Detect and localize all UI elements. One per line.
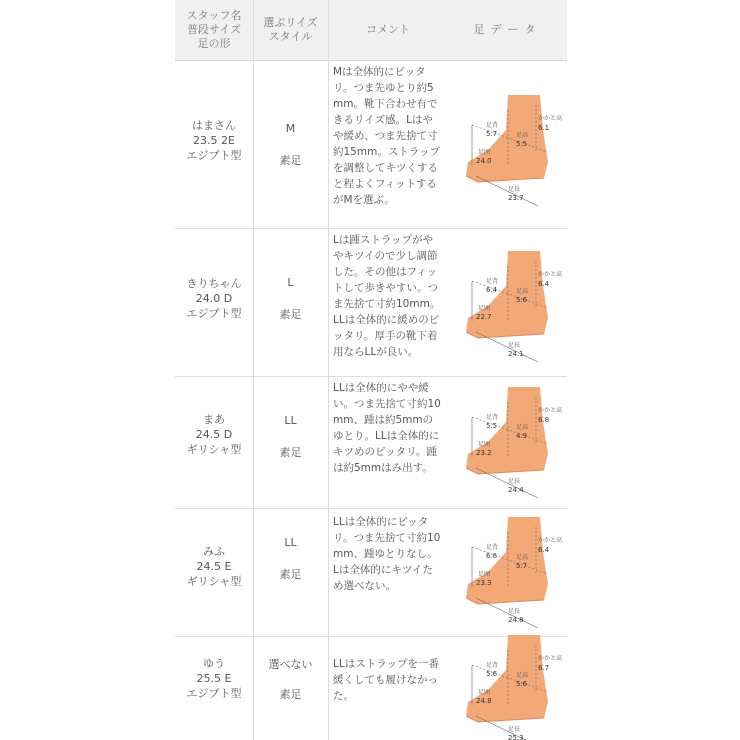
table-row [175, 228, 567, 377]
header-foot-data: 足データ [473, 23, 542, 36]
foot-diagram [458, 630, 567, 740]
chosen-size: M [285, 122, 296, 135]
comment-text: LLはストラップを一番緩くしても履けなかった。 [333, 658, 439, 702]
wear-style: 素足 [279, 308, 302, 321]
label-length: 足長 [508, 478, 521, 485]
value-ankle: 6.1 [538, 124, 550, 132]
value-instep: 5.6 [486, 670, 498, 678]
staff-info [175, 276, 253, 321]
wear-style: 素足 [279, 446, 302, 459]
chosen-size: LL [284, 536, 297, 549]
comment-text: Mは全体的にピッタリ。つま先ゆとり約5mm。靴下合わせ有できるリイズ感。Lはやや緩め、つま先捨て寸約15mm。ストラップを調整してキツくすると程よくフィットするがMを選ぶ。 [333, 66, 441, 206]
label-length: 足長 [508, 608, 521, 615]
table-row [175, 636, 567, 740]
value-length: 24.8 [508, 616, 524, 624]
usual-size: 24.5 E [196, 560, 232, 573]
value-width: 24.8 [476, 697, 492, 705]
usual-size: 24.0 D [195, 292, 233, 305]
usual-size: 24.5 D [195, 428, 233, 441]
comment-text: Lは踵ストラップがややキツイので少し調節した。その他はフィットして歩きやすい。つま先捨て寸約10mm。LLは全体的に緩めのピッタリ。厚手の靴下着用ならLLが良い。 [333, 234, 441, 358]
staff-name: ゆう [203, 657, 225, 670]
label-instep: 足背 [486, 122, 499, 129]
header-staff: スタッフ名 普段サイズ 足の形 [186, 9, 242, 50]
label-instep: 足背 [486, 414, 499, 421]
value-instep: 6.4 [486, 286, 498, 294]
label-instep: 足背 [486, 662, 499, 669]
label-instep: 足背 [486, 544, 499, 551]
staff-info [175, 656, 253, 701]
label-instep: 足背 [486, 278, 499, 285]
foot-illustration [458, 630, 567, 740]
value-arch: 5.6 [516, 680, 528, 688]
label-arch: 足高 [516, 672, 529, 679]
table-row [175, 376, 567, 509]
table-header [175, 0, 567, 61]
value-ankle: 6.4 [538, 280, 550, 288]
label-width: 足囲 [478, 149, 491, 156]
label-width: 足囲 [478, 571, 491, 578]
staff-name: みふ [203, 545, 225, 558]
label-arch: 足高 [516, 554, 529, 561]
foot-shape: エジプト型 [186, 307, 242, 320]
label-ankle: かかと高 [538, 407, 563, 414]
foot-shape: ギリシャ型 [186, 575, 242, 588]
foot-diagram [458, 512, 567, 632]
value-ankle: 6.4 [538, 546, 550, 554]
value-instep: 5.5 [486, 422, 498, 430]
chosen-size: 選べない [268, 658, 313, 671]
value-width: 22.7 [476, 313, 492, 321]
foot-shape: ギリシャ型 [186, 443, 242, 456]
wear-style: 素足 [279, 688, 302, 701]
label-arch: 足高 [516, 288, 529, 295]
value-width: 23.2 [476, 449, 492, 457]
label-ankle: かかと高 [538, 537, 563, 544]
value-ankle: 6.7 [538, 664, 550, 672]
wear-style: 素足 [279, 154, 302, 167]
chosen-size: L [287, 276, 294, 289]
label-arch: 足高 [516, 424, 529, 431]
usual-size: 23.5 2E [193, 134, 235, 147]
label-width: 足囲 [478, 305, 491, 312]
staff-info [175, 118, 253, 163]
table-row [175, 60, 567, 229]
foot-shape: エジプト型 [186, 149, 242, 162]
label-ankle: かかと高 [538, 655, 563, 662]
value-instep: 6.6 [486, 552, 498, 560]
staff-info [175, 412, 253, 457]
value-length: 25.3 [508, 734, 524, 740]
label-arch: 足高 [516, 132, 529, 139]
value-arch: 5.5 [516, 140, 528, 148]
value-length: 24.4 [508, 486, 524, 494]
staff-name: きりちゃん [186, 277, 242, 290]
size-table [175, 0, 567, 740]
comment-text: LLは全体的にピッタリ。つま先捨て寸約10mm、踵ゆとりなし。Lは全体的にキツイため選べない。 [333, 516, 441, 592]
table-row [175, 508, 567, 637]
chosen-size: LL [284, 414, 297, 427]
value-width: 24.0 [476, 157, 492, 165]
staff-name: はまさん [192, 119, 236, 132]
wear-style: 素足 [279, 568, 302, 581]
value-arch: 5.6 [516, 296, 528, 304]
usual-size: 25.5 E [196, 672, 232, 685]
staff-name: まあ [203, 413, 225, 426]
label-length: 足長 [508, 726, 521, 733]
foot-diagram [458, 382, 567, 502]
label-length: 足長 [508, 186, 521, 193]
value-ankle: 6.8 [538, 416, 550, 424]
foot-illustration [458, 512, 567, 632]
value-width: 23.3 [476, 579, 492, 587]
comment-text: LLは全体的にやや緩い。つま先捨て寸約10mm、踵は約5mmのゆとり。LLは全体的にキツめのピッタリ。踵は約5mmはみ出す。 [333, 382, 441, 474]
foot-illustration [458, 246, 567, 366]
foot-diagram [458, 246, 567, 366]
foot-shape: エジプト型 [186, 687, 242, 700]
value-length: 23.7 [508, 194, 524, 202]
label-ankle: かかと高 [538, 115, 563, 122]
staff-info [175, 544, 253, 589]
label-length: 足長 [508, 342, 521, 349]
foot-illustration [458, 90, 567, 210]
label-width: 足囲 [478, 689, 491, 696]
value-length: 24.1 [508, 350, 524, 358]
value-arch: 5.7 [516, 562, 528, 570]
foot-diagram [458, 90, 567, 210]
label-width: 足囲 [478, 441, 491, 448]
value-arch: 4.9 [516, 432, 528, 440]
header-size: 選ぶリイズ スタイル [263, 16, 318, 43]
header-comment: コメント [366, 23, 410, 36]
label-ankle: かかと高 [538, 271, 563, 278]
foot-illustration [458, 382, 567, 502]
value-instep: 5.7 [486, 130, 498, 138]
